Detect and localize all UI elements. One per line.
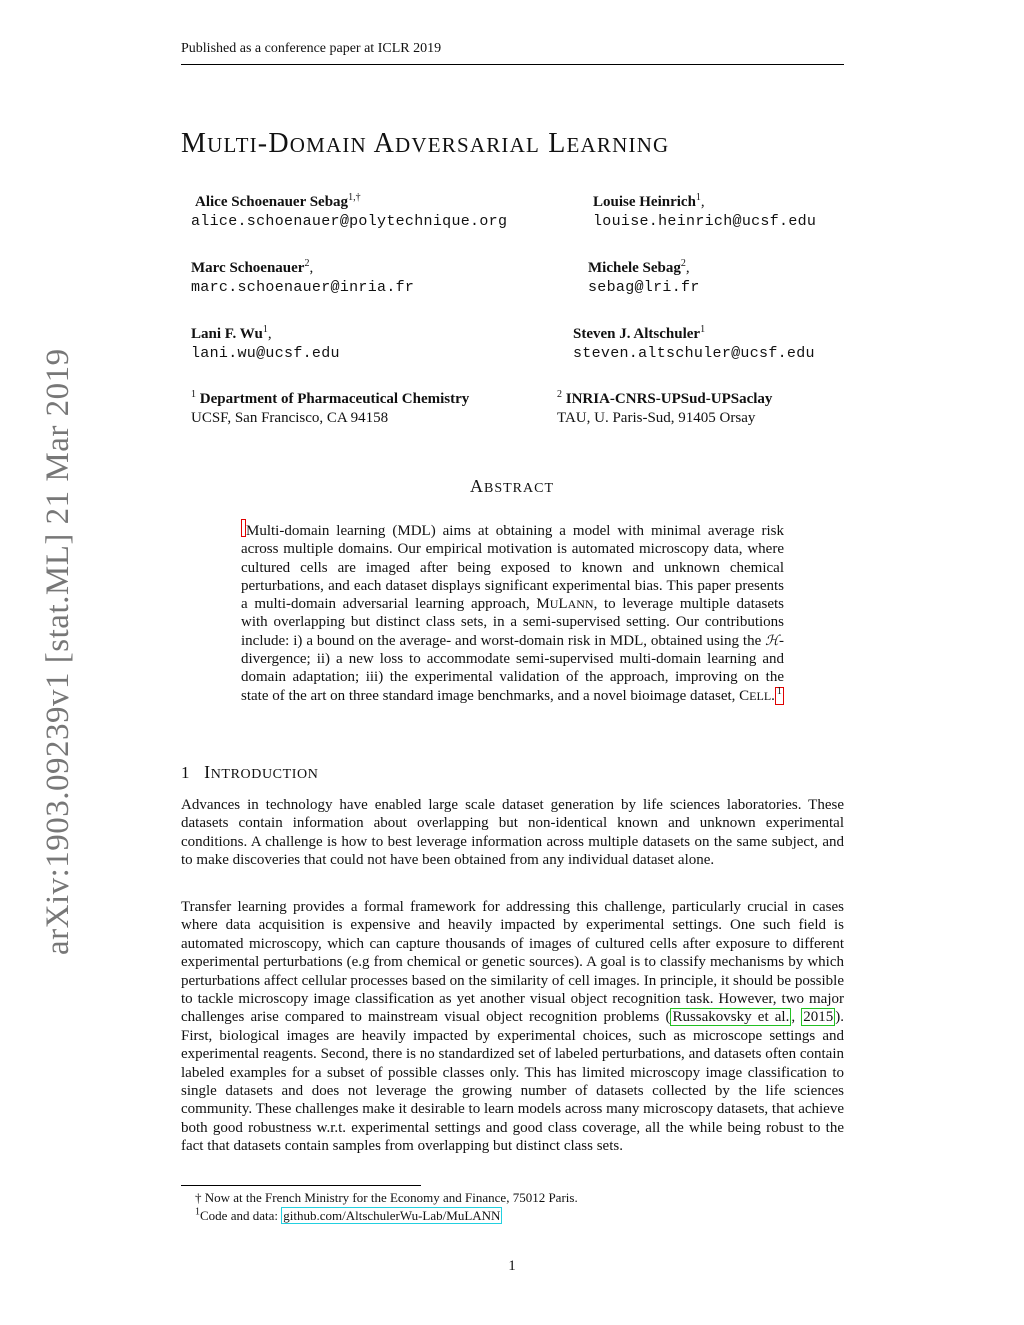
author-affiliation-mark: 2 [680, 258, 686, 269]
arxiv-stamp: arXiv:1903.09239v1 [stat.ML] 21 Mar 2019 [40, 348, 76, 955]
author-name: Lani F. Wu [191, 326, 263, 342]
author-name: Steven J. Altschuler [573, 326, 701, 342]
author-email[interactable]: marc.schoenauer@inria.fr [191, 279, 415, 296]
author-name: Marc Schoenauer [191, 260, 305, 276]
paper-title: MULTI-DOMAIN ADVERSARIAL LEARNING [181, 128, 670, 159]
intro-paragraph-2: Transfer learning provides a formal framework for addressing this challenge, particularly crucial in cases where data acquisition is expensive and heavily impacted by experimental settings. One such field is automated microscopy, which can capture thousands of images of cultured cells after exposure to different experimental perturbations (e.g from chemical or genetic sources). A goal is to classify mechanisms by which perturbations affect cellular processes based on the similarity of cell images. In principle, it should be possible to tackle microscopy image classification as yet another visual object recognition task. However, two major challenges arise compared to mainstream visual object recognition problems ( Russakovsky et al. , 2015 ). First, biological images are heavily impacted by experimental choices, such as microscope settings and experimental reagents. Second, there is no standardized set of labeled perturbations, and datasets often contain labeled examples for a subset of possible classes only. This has limited microscopy image classification to single datasets and does not leverage the growing number of datasets collected by the life sciences community. These challenges make it desirable to learn models across many microscopy datasets, that achieve both good robustness w.r.t. experimental settings and good class coverage, all the while being robust to the fact that datasets contain samples from overlapping but distinct class sets. [181, 899, 845, 1155]
author-block: Marc Schoenauer$^2$, marc.schoenauer@inria.fr [191, 258, 415, 296]
running-header: Published as a conference paper at ICLR 2019 [181, 41, 442, 56]
cell-dataset-name: CELL [739, 687, 772, 704]
author-name: Michele Sebag [588, 260, 681, 276]
abstract-heading: ABSTRACT [469, 476, 554, 496]
affiliation-dept: INRIA-CNRS-UPSud-UPSaclay [565, 391, 773, 407]
affiliation-address: TAU, U. Paris-Sud, 91405 Orsay [557, 410, 756, 426]
author-name: Louise Heinrich [593, 194, 696, 210]
h-divergence-symbol: ℋ [765, 632, 779, 649]
author-email[interactable]: sebag@lri.fr [588, 279, 700, 296]
affiliation-address: UCSF, San Francisco, CA 94158 [191, 410, 389, 426]
author-affiliation-mark: 1 [262, 324, 268, 335]
citation-year-link[interactable]: 2015 [803, 1009, 834, 1026]
author-email[interactable]: louise.heinrich@ucsf.edu [593, 213, 817, 230]
author-name: Alice Schoenauer Sebag [195, 194, 349, 210]
author-email-block [191, 212, 507, 231]
citation-link[interactable]: Russakovsky et al. [672, 1009, 790, 1026]
author-email[interactable]: lani.wu@ucsf.edu [191, 345, 340, 362]
author-block [573, 325, 815, 363]
author-block [195, 193, 361, 212]
affiliation-dept: Department of Pharmaceutical Chemistry [199, 391, 470, 407]
intro-paragraph-1: Advances in technology have enabled large scale dataset generation by life sciences laboratories. These datasets contain information about overlapping but non-identical known and unknown experimental conditions. A challenge is how to best leverage information across multiple datasets on the same subject, and to make discoveries that could not have been obtained from any individual dataset alone. [181, 797, 844, 869]
section-number: 1 [181, 763, 191, 782]
footnote-rule [181, 1185, 421, 1186]
footnote-link-1[interactable]: 1 [775, 687, 784, 705]
code-data-link[interactable]: github.com/AltschulerWu-Lab/MuLANN [283, 1208, 501, 1223]
header-rule [181, 64, 844, 65]
affiliation-1 [191, 390, 469, 428]
affiliation-number: 2 [557, 389, 562, 400]
author-affiliation-mark: 1 [700, 324, 706, 335]
affiliation-number: 1 [191, 389, 196, 400]
section-heading-introduction: 1 INTRODUCTION [181, 762, 319, 782]
author-block: Lani F. Wu$^1$, lani.wu@ucsf.edu [191, 324, 340, 362]
author-affiliation-mark: 2 [304, 258, 310, 269]
author-email[interactable]: alice.schoenauer@polytechnique.org [191, 213, 508, 230]
author-block: Louise Heinrich$^1$, louise.heinrich@ucsf.edu [593, 192, 817, 230]
author-affiliation-mark: 1,† [348, 192, 361, 203]
abstract-text: Multi-domain learning (MDL) aims at obtaining a model with minimal average risk across multiple domains. Our empirical motivation is automated microscopy data, where cultured cells are imaged after being exposed to known and unknown chemical perturbations, and each dataset displays significant experimental bias. This paper presents a multi-domain adversarial learning approach, MULANN, to leverage multiple datasets with overlapping but distinct class sets, in a semi-supervised setting. Our contributions include: i) a bound on the average- and worst-domain risk in MDL, obtained using the ℋ-divergence; ii) a new loss to accommodate semi-supervised multi-domain learning and domain adaptation; iii) the experimental validation of the approach, improving on the state of the art on three standard image benchmarks, and a novel bioimage dataset, CELL. $^1$ [241, 519, 784, 705]
author-affiliation-mark: 1 [695, 192, 701, 203]
page-number: 1 [508, 1258, 516, 1274]
author-block: Michele Sebag$^2$, sebag@lri.fr [588, 258, 700, 296]
mulann-name: MULANN [536, 596, 594, 613]
footnote-dagger: † Now at the French Ministry for the Economy and Finance, 75012 Paris. [195, 1190, 578, 1205]
footnote-1: $^1$Code and data: github.com/AltschulerWu-Lab/MuLANN [195, 1206, 501, 1223]
author-email[interactable]: steven.altschuler@ucsf.edu [573, 345, 815, 362]
affiliation-2 [557, 390, 772, 428]
